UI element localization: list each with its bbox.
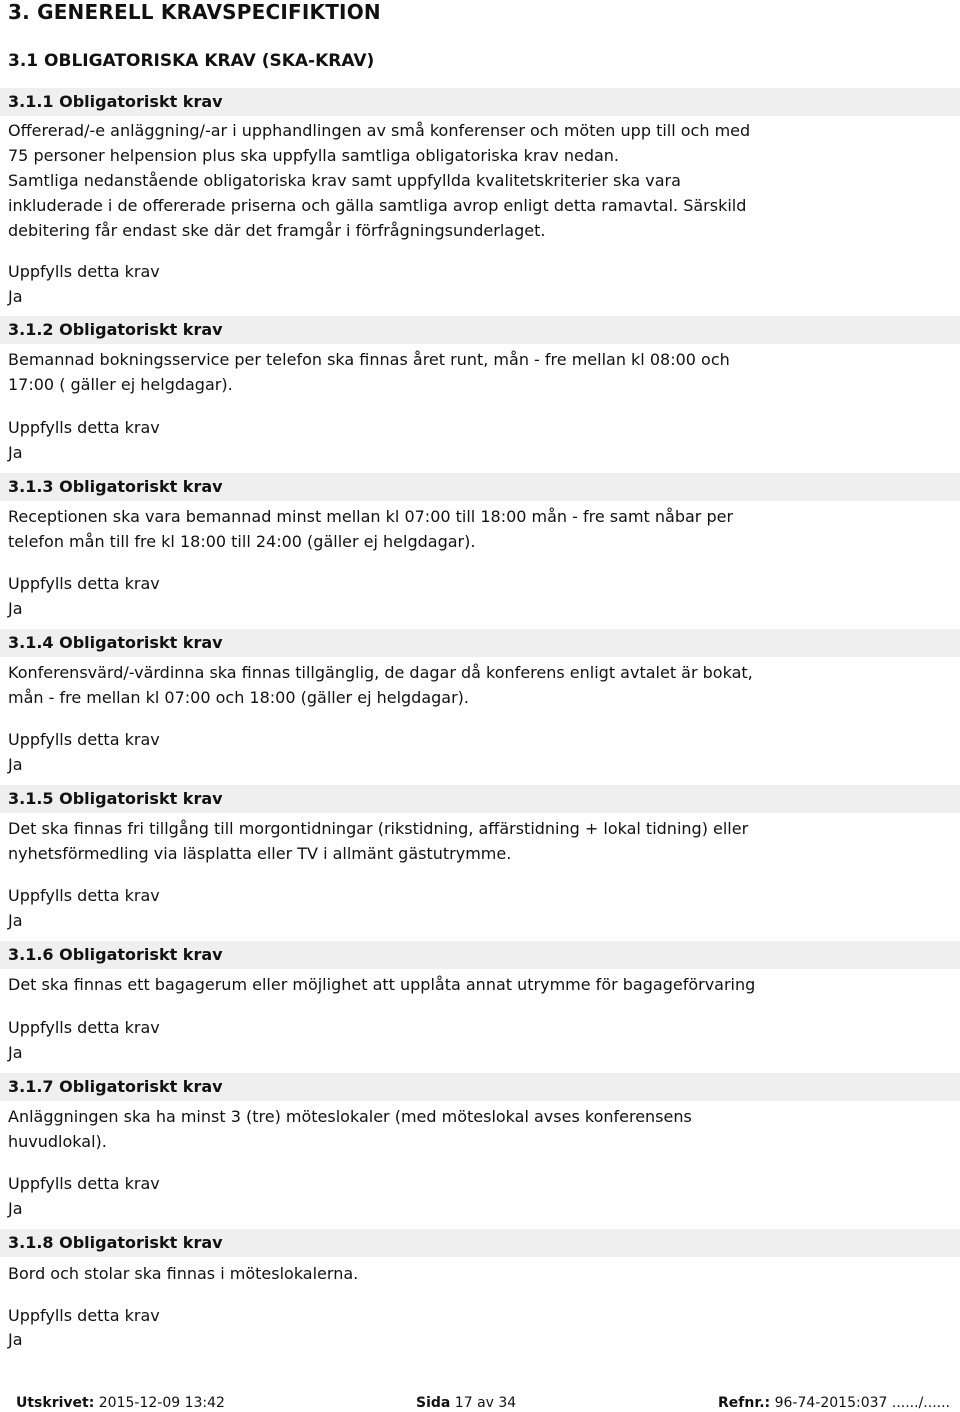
text-line: mån - fre mellan kl 07:00 och 18:00 (gäller ej helgdagar).	[8, 688, 470, 707]
requirement-text	[8, 1104, 808, 1154]
section-heading: 3.1 OBLIGATORISKA KRAV (SKA-KRAV)	[8, 51, 375, 71]
answer-value: Ja	[8, 1199, 23, 1218]
ref-label: Refnr.:	[718, 1395, 771, 1411]
answer-value: Ja	[8, 287, 23, 306]
page-number	[416, 1394, 516, 1412]
page-footer	[0, 1394, 960, 1412]
text-line: Konferensvärd/-värdinna ska finnas tillgänglig, de dagar då konferens enligt avtalet är bokat,	[8, 663, 753, 682]
question-label: Uppfylls detta krav	[8, 418, 160, 437]
question-label: Uppfylls detta krav	[8, 1018, 160, 1037]
question-label: Uppfylls detta krav	[8, 1174, 160, 1193]
requirement-text	[8, 972, 808, 997]
page-label: Sida	[416, 1395, 451, 1411]
requirement-title: 3.1.5 Obligatoriskt krav	[0, 785, 960, 813]
question-label: Uppfylls detta krav	[8, 730, 160, 749]
text-line: Bord och stolar ska finnas i möteslokalerna.	[8, 1264, 359, 1283]
text-line: nyhetsförmedling via läsplatta eller TV i allmänt gästutrymme.	[8, 844, 512, 863]
requirement-text	[8, 660, 808, 710]
printed-label: Utskrivet:	[16, 1395, 95, 1411]
text-line: Receptionen ska vara bemannad minst mellan kl 07:00 till 18:00 mån - fre samt nåbar per	[8, 507, 734, 526]
text-line: Offererad/-e anläggning/-ar i upphandlingen av små konferenser och möten upp till och med	[8, 121, 751, 140]
text-line: Anläggningen ska ha minst 3 (tre) möteslokaler (med möteslokal avses konferensens	[8, 1107, 692, 1126]
text-line: Det ska finnas fri tillgång till morgontidningar (rikstidning, affärstidning + lokal tidning) eller	[8, 819, 749, 838]
requirement-title: 3.1.8 Obligatoriskt krav	[0, 1229, 960, 1257]
answer-value: Ja	[8, 1330, 23, 1349]
text-line: inkluderade i de offererade priserna och gälla samtliga avrop enligt detta ramavtal. Särskild	[8, 196, 747, 215]
answer-value: Ja	[8, 1043, 23, 1062]
requirement-title: 3.1.3 Obligatoriskt krav	[0, 473, 960, 501]
printed-date	[16, 1394, 225, 1412]
text-line: Det ska finnas ett bagagerum eller möjlighet att upplåta annat utrymme för bagageförvaring	[8, 975, 756, 994]
requirement-title: 3.1.6 Obligatoriskt krav	[0, 941, 960, 969]
requirement-text	[8, 118, 808, 243]
text-line: telefon mån till fre kl 18:00 till 24:00 (gäller ej helgdagar).	[8, 532, 476, 551]
answer-value: Ja	[8, 599, 23, 618]
requirement-text	[8, 504, 808, 554]
ref-value: 96-74-2015:037 ....../......	[770, 1395, 950, 1411]
answer-value: Ja	[8, 755, 23, 774]
text-line: 75 personer helpension plus ska uppfylla samtliga obligatoriska krav nedan.	[8, 146, 619, 165]
question-label: Uppfylls detta krav	[8, 886, 160, 905]
reference-number	[718, 1394, 950, 1412]
page-value: 17 av 34	[450, 1395, 517, 1411]
requirement-title: 3.1.2 Obligatoriskt krav	[0, 316, 960, 344]
text-line: Bemannad bokningsservice per telefon ska finnas året runt, mån - fre mellan kl 08:00 och	[8, 350, 730, 369]
text-line: huvudlokal).	[8, 1132, 107, 1151]
text-line: debitering får endast ske där det framgår i förfrågningsunderlaget.	[8, 221, 546, 240]
requirement-text	[8, 816, 808, 866]
requirement-title: 3.1.1 Obligatoriskt krav	[0, 88, 960, 116]
requirement-text	[8, 347, 808, 397]
text-line: Samtliga nedanstående obligatoriska krav samt uppfyllda kvalitetskriterier ska vara	[8, 171, 681, 190]
question-label: Uppfylls detta krav	[8, 262, 160, 281]
answer-value: Ja	[8, 911, 23, 930]
answer-value: Ja	[8, 443, 23, 462]
question-label: Uppfylls detta krav	[8, 1306, 160, 1325]
requirement-title: 3.1.7 Obligatoriskt krav	[0, 1073, 960, 1101]
printed-value: 2015-12-09 13:42	[94, 1395, 225, 1411]
text-line: 17:00 ( gäller ej helgdagar).	[8, 375, 233, 394]
requirement-text	[8, 1261, 808, 1286]
requirement-title: 3.1.4 Obligatoriskt krav	[0, 629, 960, 657]
question-label: Uppfylls detta krav	[8, 574, 160, 593]
document-heading: 3. GENERELL KRAVSPECIFIKTION	[8, 0, 381, 24]
